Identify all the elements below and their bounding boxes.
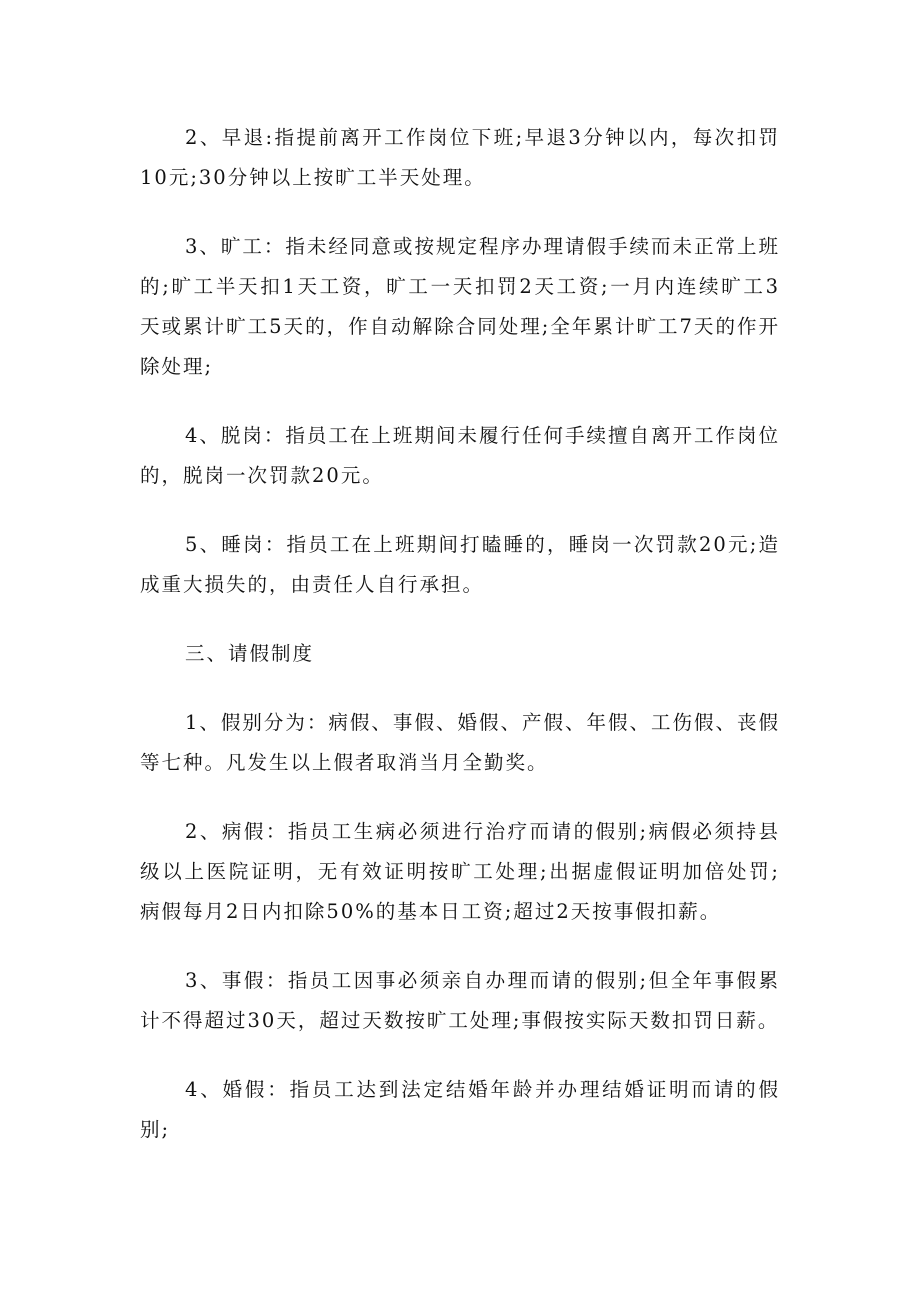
paragraph-sick-leave: 2、病假：指员工生病必须进行治疗而请的假别;病假必须持县级以上医院证明，无有效证明按旷工处理;出据虚假证明加倍处罚;病假每月2日内扣除50%的基本日工资;超过2天按事假扣薪。 — [140, 820, 780, 923]
paragraph-marriage-leave: 4、婚假：指员工达到法定结婚年龄并办理结婚证明而请的假别; — [140, 1078, 780, 1141]
paragraph-sleeping-on-duty: 5、睡岗：指员工在上班期间打瞌睡的，睡岗一次罚款20元;造成重大损失的，由责任人自行承担。 — [140, 533, 780, 596]
section-heading-leave-policy: 三、请假制度 — [185, 642, 315, 665]
document-body — [140, 118, 780, 1179]
paragraph-absenteeism: 3、旷工：指未经同意或按规定程序办理请假手续而未正常上班的;旷工半天扣1天工资，旷工一天扣罚2天工资;一月内连续旷工3天或累计旷工5天的，作自动解除合同处理;全年累计旷工7天的作开除处理; — [140, 235, 780, 378]
paragraph-personal-leave: 3、事假：指员工因事必须亲自办理而请的假别;但全年事假累计不得超过30天，超过天数按旷工处理;事假按实际天数扣罚日薪。 — [140, 969, 780, 1032]
paragraph-leave-types: 1、假别分为：病假、事假、婚假、产假、年假、工伤假、丧假等七种。凡发生以上假者取消当月全勤奖。 — [140, 711, 780, 774]
paragraph-early-leave: 2、早退:指提前离开工作岗位下班;早退3分钟以内，每次扣罚10元;30分钟以上按旷工半天处理。 — [140, 126, 780, 189]
paragraph-off-post: 4、脱岗：指员工在上班期间未履行任何手续擅自离开工作岗位的，脱岗一次罚款20元。 — [140, 424, 780, 487]
